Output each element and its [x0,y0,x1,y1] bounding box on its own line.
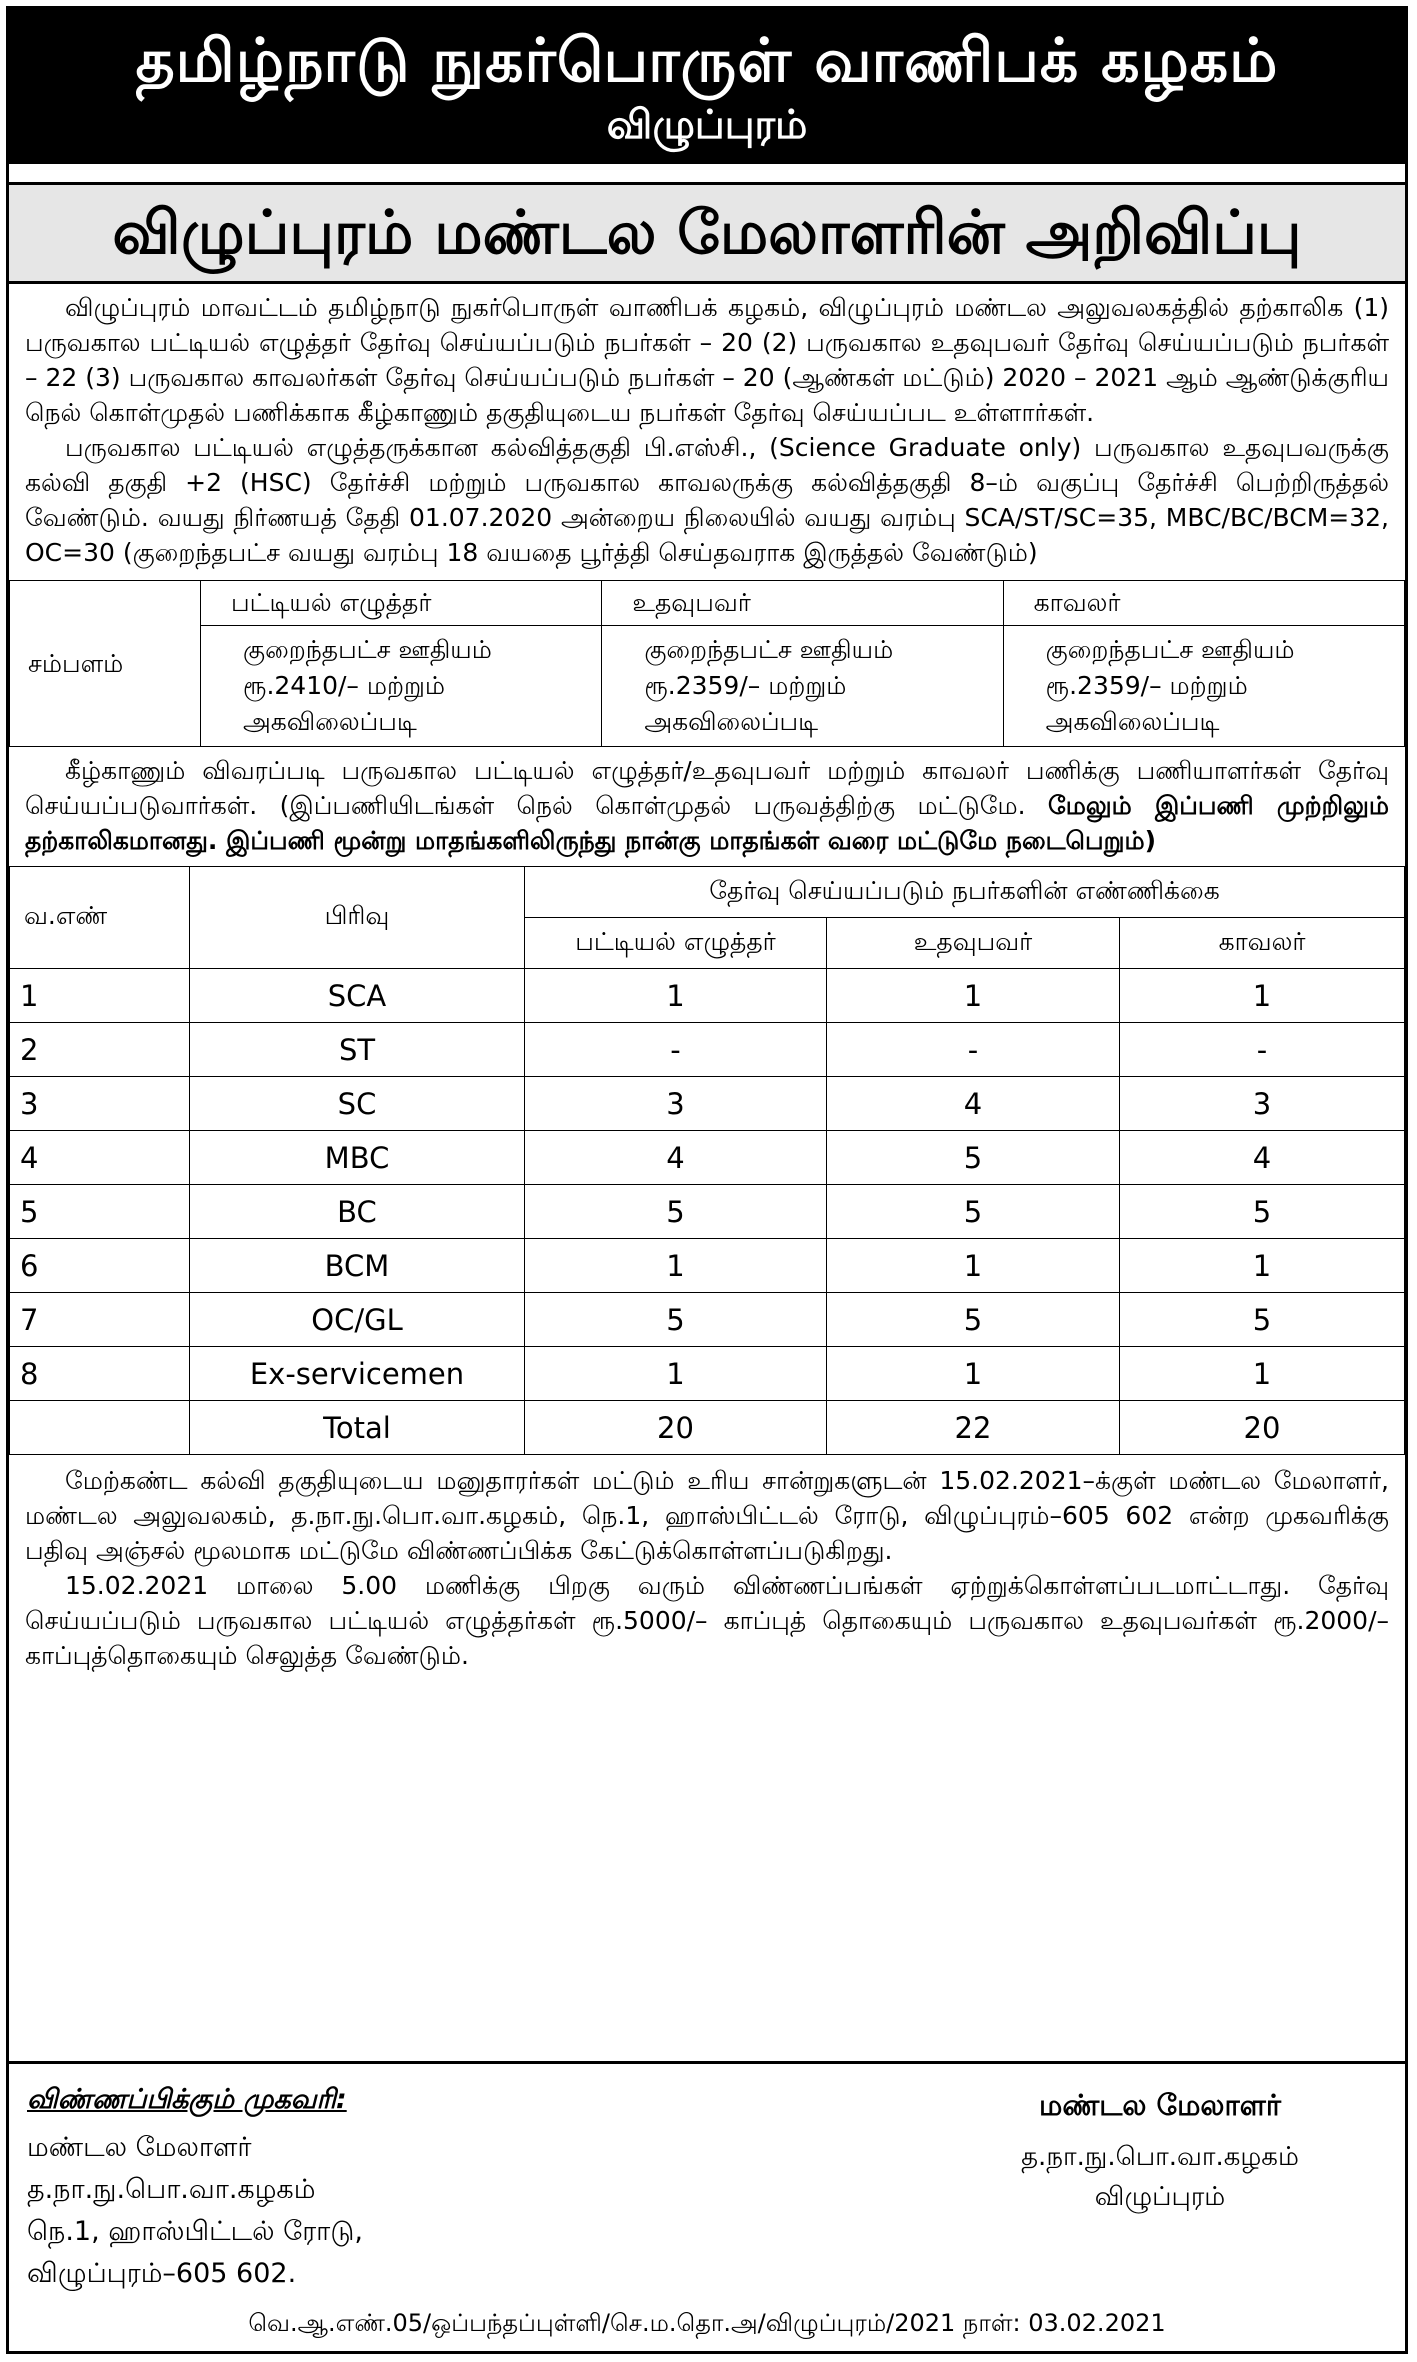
table-row [10,1185,1405,1239]
address-line: மண்டல மேலாளர் [27,2132,252,2163]
intro-paragraph-1: விழுப்புரம் மாவட்டம் தமிழ்நாடு நுகர்பொருள் வாணிபக் கழகம், விழுப்புரம் மண்டல அலுவலகத்தில் தற்காலிக (1) பருவகால பட்டியல் எழுத்தர் தேர்வு செய்யப்படும் நபர்கள் – 20 (2) பருவகால உதவுபவர் தேர்வு செய்யப்படும் நபர்கள் – 22 (3) பருவகால காவலர்கள் தேர்வு செய்யப்படும் நபர்கள் – 20 (ஆண்கள் மட்டும்) 2020 – 2021 ஆம் ஆண்டுக்குரிய நெல் கொள்முதல் பணிக்காக கீழ்காணும் தகுதியுடைய நபர்கள் தேர்வு செய்யப்பட உள்ளார்கள். [25,293,1389,427]
row-sno: 2 [10,1023,190,1077]
signature-line: விழுப்புரம் [1094,2182,1226,2212]
table-row [10,969,1405,1023]
row-value: 5 [525,1185,827,1239]
row-value: 5 [827,1131,1120,1185]
salary-cell [602,626,1003,747]
salary-line: ரூ.2410/– மற்றும் [243,671,446,700]
row-sno [10,1401,190,1455]
signature-line: த.நா.நு.பொ.வா.கழகம் [1021,2142,1299,2172]
header-sno: வ.எண் [10,867,190,969]
signature-block [945,2085,1375,2217]
row-value: 5 [1120,1185,1405,1239]
divider [9,2061,1405,2064]
header-group: தேர்வு செய்யப்படும் நபர்களின் எண்ணிக்கை [525,867,1405,918]
notice-title: விழுப்புரம் மண்டல மேலாளரின் அறிவிப்பு [9,182,1405,284]
salary-line: ரூ.2359/– மற்றும் [644,671,847,700]
middle-text-bold: மேலும் இப்பணி முற்றிலும் தற்காலிகமானது. இப்பணி மூன்று மாதங்களிலிருந்து நான்கு மாதங்கள் வரை மட்டுமே நடைபெறும்) [25,791,1390,855]
table-row [10,1131,1405,1185]
row-sno: 5 [10,1185,190,1239]
salary-line: அகவிலைப்படி [644,707,819,736]
row-value: 1 [525,969,827,1023]
address-line: நெ.1, ஹாஸ்பிட்டல் ரோடு, [27,2216,363,2247]
row-value: 5 [827,1185,1120,1239]
salary-col-title: பட்டியல் எழுத்தர் [201,581,602,626]
row-value: 5 [525,1293,827,1347]
row-category: ST [190,1023,525,1077]
middle-text: கீழ்காணும் விவரப்படி பருவகால பட்டியல் எழுத்தர்/உதவுபவர் மற்றும் காவலர் பணிக்கு பணியாளர்கள் தேர்வு செய்யப்படுவார்கள். (இப்பணியிடங்கள் நெல் கொள்முதல் பருவத்திற்கு மட்டுமே. [25,756,1389,820]
row-value: - [1120,1023,1405,1077]
salary-line: குறைந்தபட்ச ஊதியம் [1045,635,1295,664]
table-row [10,1347,1405,1401]
application-address [27,2079,547,2295]
row-value: 20 [1120,1401,1405,1455]
row-category: SCA [190,969,525,1023]
salary-col-title: காவலர் [1003,581,1404,626]
row-category: BC [190,1185,525,1239]
row-value: - [827,1023,1120,1077]
row-sno: 6 [10,1239,190,1293]
row-category: Total [190,1401,525,1455]
closing-section [9,1455,1405,1677]
address-title: விண்ணப்பிக்கும் முகவரி: [27,2084,347,2115]
table-row [10,1077,1405,1131]
salary-cell [1003,626,1404,747]
row-value: 3 [1120,1077,1405,1131]
salary-line: அகவிலைப்படி [1045,707,1220,736]
row-value: 1 [1120,1239,1405,1293]
header-banner [9,9,1405,164]
row-value: 5 [1120,1293,1405,1347]
row-category: OC/GL [190,1293,525,1347]
row-value: 1 [1120,969,1405,1023]
salary-line: அகவிலைப்படி [243,707,417,736]
row-value: 1 [827,1347,1120,1401]
salary-table [9,580,1405,747]
closing-paragraph-2: 15.02.2021 மாலை 5.00 மணிக்கு பிறகு வரும் விண்ணப்பங்கள் ஏற்றுக்கொள்ளப்படமாட்டாது. தேர்வு செய்யப்படும் பருவகால பட்டியல் எழுத்தர்கள் ரூ.5000/– காப்புத் தொகையும் பருவகால உதவுபவர்கள் ரூ.2000/– காப்புத்தொகையும் செலுத்த வேண்டும். [25,1571,1389,1670]
salary-row-label: சம்பளம் [10,581,201,747]
row-sno: 7 [10,1293,190,1347]
row-value: 20 [525,1401,827,1455]
header-col: உதவுபவர் [827,918,1120,969]
address-line: விழுப்புரம்–605 602. [27,2258,297,2289]
salary-line: ரூ.2359/– மற்றும் [1045,671,1248,700]
row-value: - [525,1023,827,1077]
salary-line: குறைந்தபட்ச ஊதியம் [644,635,894,664]
salary-col-title: உதவுபவர் [602,581,1003,626]
vacancy-table [9,866,1405,1455]
row-category: BCM [190,1239,525,1293]
row-value: 4 [1120,1131,1405,1185]
row-sno: 4 [10,1131,190,1185]
reference-number: வெ.ஆ.எண்.05/ஒப்பந்தப்புள்ளி/செ.ம.தொ.அ/விழுப்புரம்/2021 நாள்: 03.02.2021 [248,2309,1166,2337]
closing-paragraph-1: மேற்கண்ட கல்வி தகுதியுடைய மனுதாரர்கள் மட்டும் உரிய சான்றுகளுடன் 15.02.2021–க்குள் மண்டல மேலாளர், மண்டல அலுவலகம், த.நா.நு.பொ.வா.கழகம், நெ.1, ஹாஸ்பிட்டல் ரோடு, விழுப்புரம்–605 602 என்ற முகவரிக்கு பதிவு அஞ்சல் மூலமாக மட்டுமே விண்ணப்பிக்க கேட்டுக்கொள்ளப்படுகிறது. [25,1466,1389,1565]
row-value: 4 [525,1131,827,1185]
row-value: 1 [1120,1347,1405,1401]
notice-page [6,6,1408,2354]
signature-title: மண்டல மேலாளர் [1039,2088,1281,2122]
header-col: காவலர் [1120,918,1405,969]
row-sno: 3 [10,1077,190,1131]
row-category: MBC [190,1131,525,1185]
city-name: விழுப்புரம் [606,102,808,148]
row-sno: 8 [10,1347,190,1401]
header-col: பட்டியல் எழுத்தர் [525,918,827,969]
row-sno: 1 [10,969,190,1023]
middle-section [9,747,1405,862]
row-value: 1 [827,1239,1120,1293]
table-total-row [10,1401,1405,1455]
header-category: பிரிவு [190,867,525,969]
row-value: 22 [827,1401,1120,1455]
row-category: SC [190,1077,525,1131]
salary-cell [201,626,602,747]
table-row [10,1023,1405,1077]
row-value: 1 [827,969,1120,1023]
row-category: Ex-servicemen [190,1347,525,1401]
address-line: த.நா.நு.பொ.வா.கழகம் [27,2174,316,2205]
table-row [10,1293,1405,1347]
row-value: 1 [525,1239,827,1293]
intro-paragraph-2: பருவகால பட்டியல் எழுத்தருக்கான கல்வித்தகுதி பி.எஸ்சி., (Science Graduate only) பருவகால உதவுபவருக்கு கல்வி தகுதி +2 (HSC) தேர்ச்சி மற்றும் பருவகால காவலருக்கு கல்வித்தகுதி 8–ம் வகுப்பு தேர்ச்சி பெற்றிருத்தல் வேண்டும். வயது நிர்ணயத் தேதி 01.07.2020 அன்றைய நிலையில் வயது வரம்பு SCA/ST/SC=35, MBC/BC/BCM=32, OC=30 (குறைந்தபட்ச வயது வரம்பு 18 வயதை பூர்த்தி செய்தவராக இருத்தல் வேண்டும்) [25,433,1389,567]
table-row [10,1239,1405,1293]
row-value: 1 [525,1347,827,1401]
salary-line: குறைந்தபட்ச ஊதியம் [243,635,492,664]
row-value: 5 [827,1293,1120,1347]
middle-paragraph [25,753,1389,858]
row-value: 4 [827,1077,1120,1131]
intro-section [9,284,1405,574]
row-value: 3 [525,1077,827,1131]
organization-name: தமிழ்நாடு நுகர்பொருள் வாணிபக் கழகம் [135,26,1279,96]
